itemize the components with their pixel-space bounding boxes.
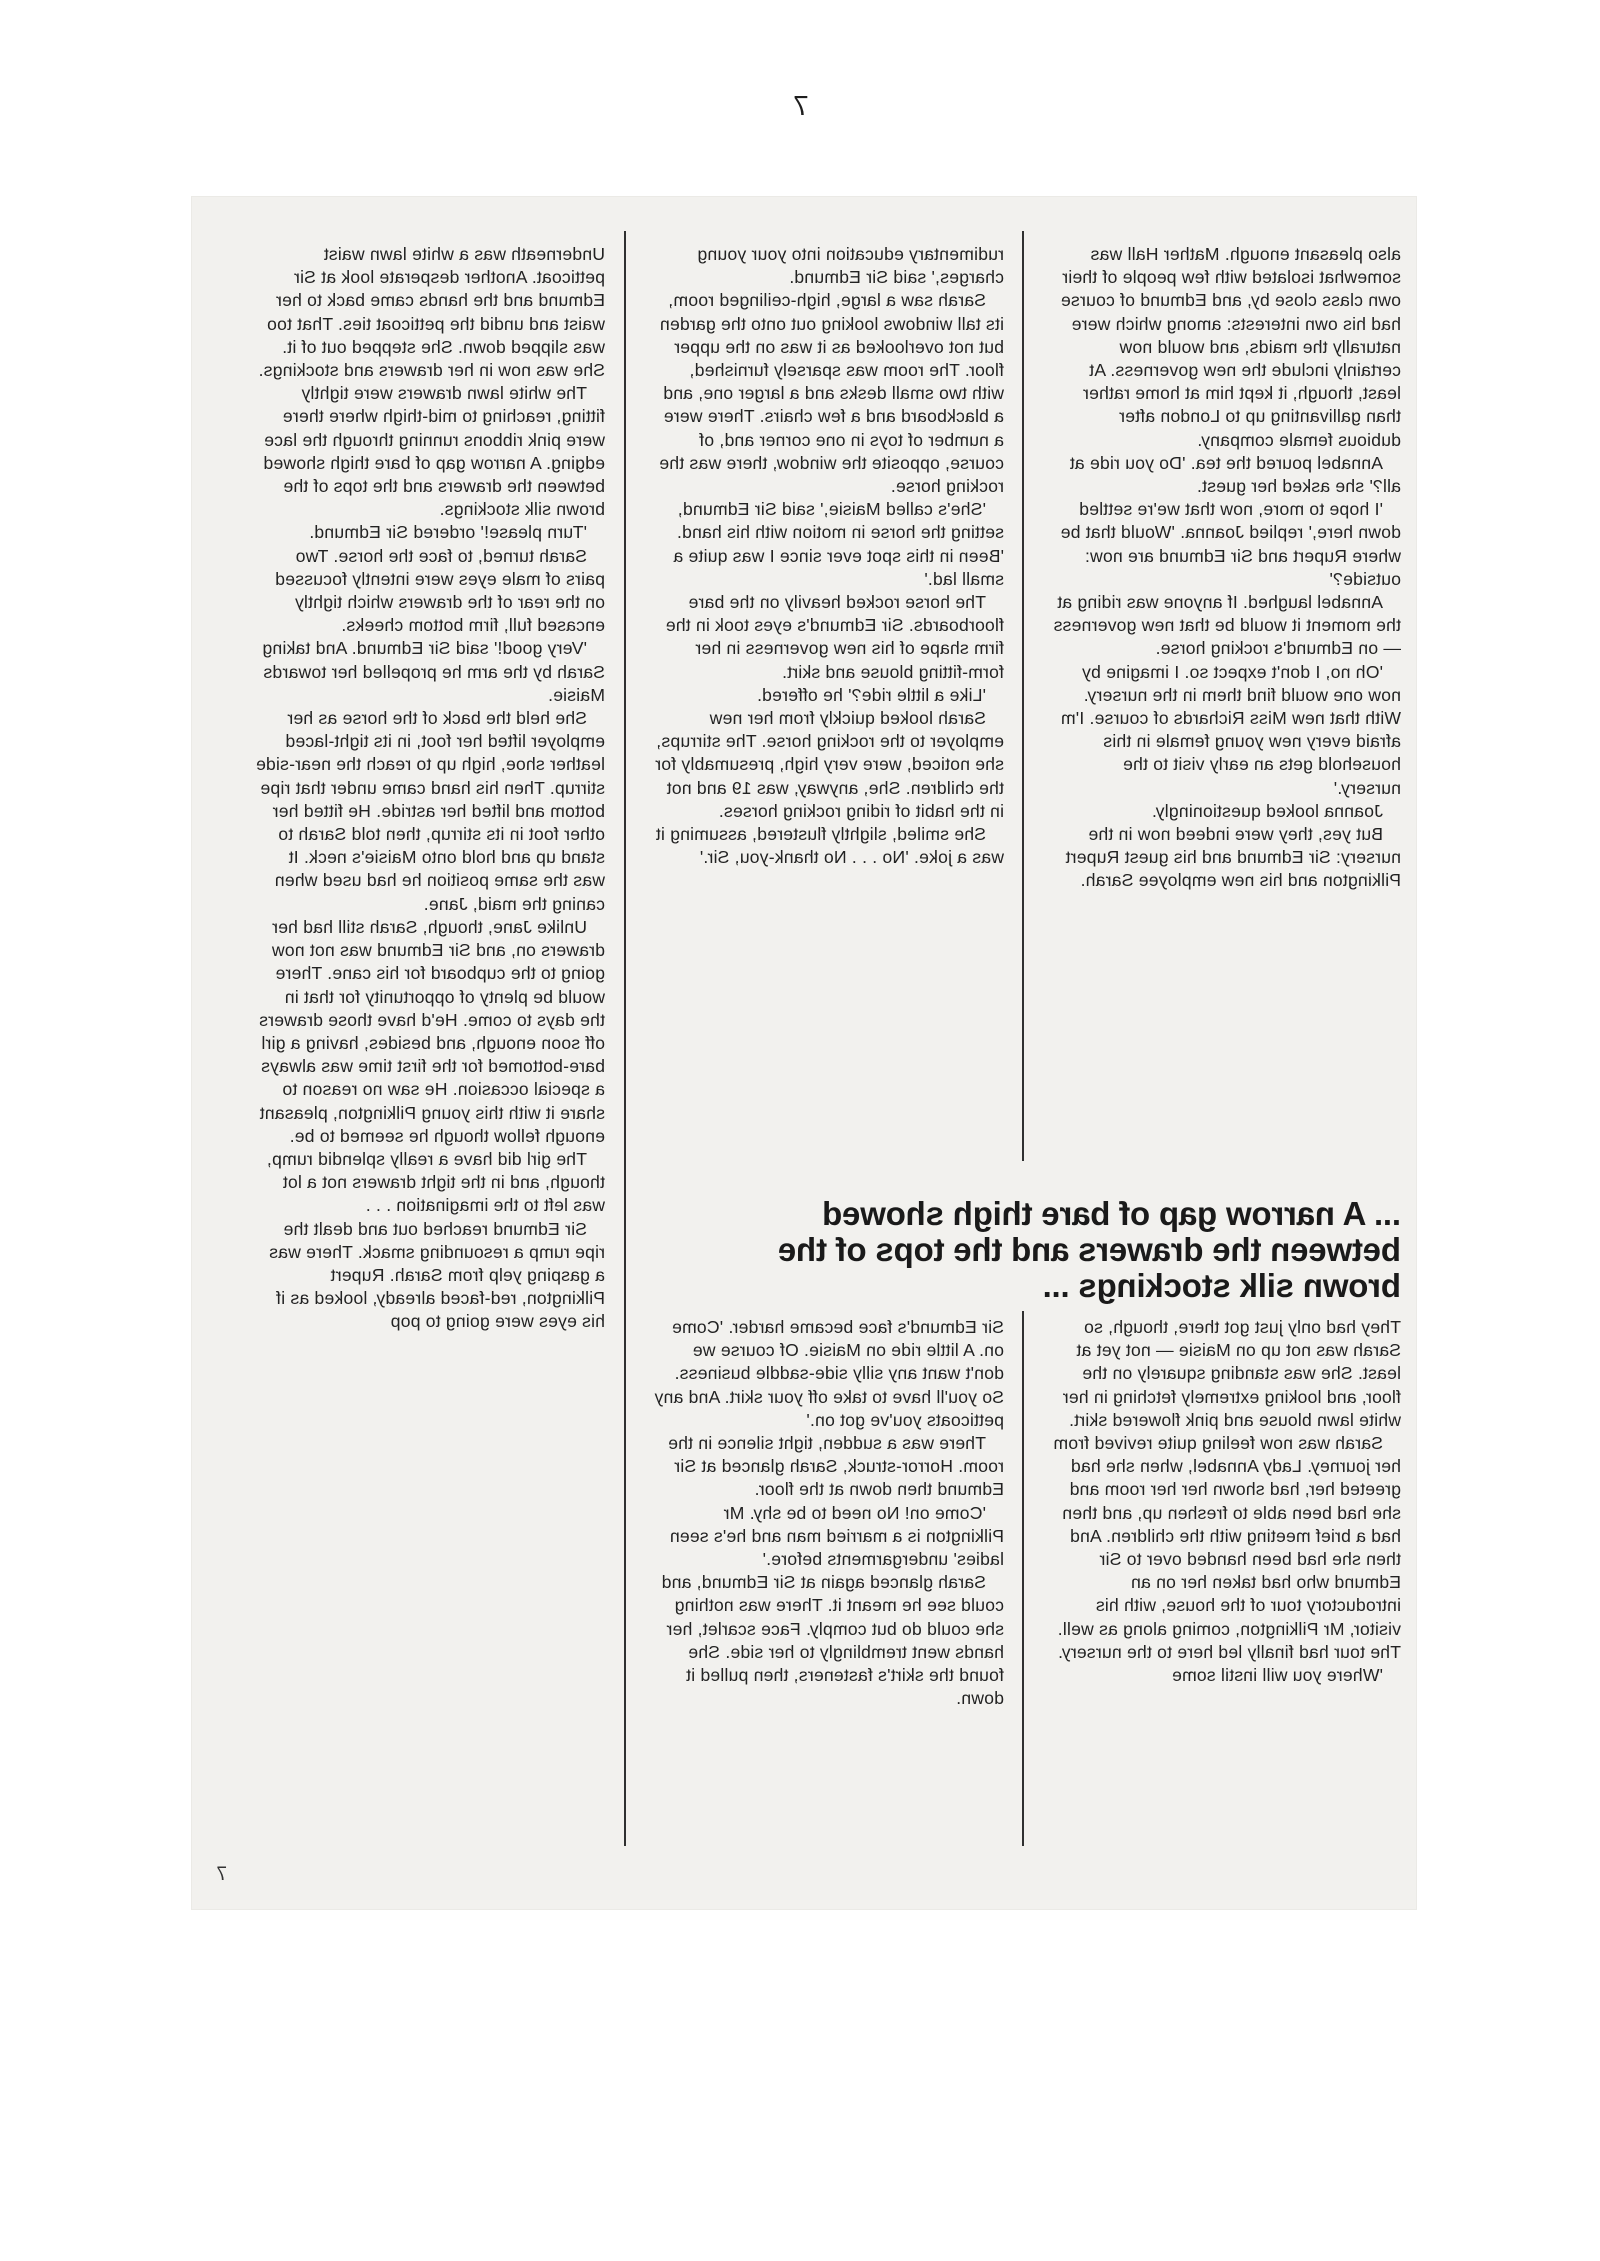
- paragraph: 'Where you will instil some: [1171, 1665, 1383, 1686]
- paragraph: 'She's called Maisie,' said Sir Edmund, setting the horse in motion with his hand. 'Been in this spot ever since I was quite a small lad.': [673, 499, 1004, 589]
- column-2-top: [654, 243, 1004, 869]
- paragraph: Sarah looked quickly from her new employer to the rocking horse. The stirrups, she noticed, were very high, presumably for the children. She, anyway, was 19 and not in the habit of riding rocking horses.: [655, 708, 1004, 821]
- column-3: [255, 243, 605, 1334]
- paragraph: The white lawn drawers were tightly fitting, reaching to mid-thigh where there were pink ribbons running through the lace edging. A narrow gap of bare thigh showed between the drawers and the tops of the brown silk stockings.: [263, 383, 605, 520]
- scanned-magazine-page: [191, 196, 1417, 1910]
- paragraph: The girl did have a really splendid rump, though, and in the tight drawers not a lot was left to the imagination . . .: [266, 1148, 605, 1216]
- mirrored-page-content: [191, 196, 1417, 1910]
- paragraph: Sarah saw a large, high-ceilinged room, its tall windows looking out onto the garden but not overlooked as it was on the upper floor. The room was sparsely furnished, with two small desks and a larger one, and a blackboard and a few chairs. There were a number of toys in one corner and, of course, opposite the window, there was the rocking horse.: [659, 290, 1004, 497]
- paragraph: 'Very good!' said Sir Edmund. And taking Sarah by the arm he propelled her towards Maisie.: [262, 638, 605, 705]
- paragraph: They had only just got there, though, so Sarah was not up on Maisie — not yet at least. She was standing squarely on the floor, and looking extremely fetching in her white lawn blouse and pink flowered skirt.: [1062, 1317, 1401, 1430]
- paragraph: Sarah glanced again at Sir Edmund, and could see he meant it. There was nothing she could do but comply. Face scarlet, her hands went tremblingly to her side. She found the skirt's fasteners, then pulled it down.: [661, 1572, 1004, 1709]
- paragraph: There was a sudden, tight silence in the room. Horror-struck, Sarah glanced at Sir Edmund then down at the floor.: [667, 1433, 1004, 1500]
- paragraph: Sarah was now feeling quite revived from her journey. Lady Annabel, when she had greeted her, had shown her her room and she had been able to freshen up, and then had a brief meeting with the children. And then she had been handed over to Sir Edmund who had taken her on an introductory tour of the house, with his visitor, Mr Pilkington, coming along as well. The tour had finally led here to the nursery.: [1053, 1433, 1401, 1662]
- paragraph: also pleasant enough. Mather Hall was somewhat isolated with few people of their own class close by, and Edmund of course had his own interests: among which were naturally the maids, and would now certainly include the new governess. At least, though, it kept him at home rather than gallivanting up to London after dubious female company.: [1060, 244, 1401, 450]
- pull-quote: ... A narrow gap of bare thigh showed between the drawers and the tops of the brown silk stockings ...: [778, 1195, 1401, 1304]
- paragraph: Annabel poured the tea. 'Do you ride at all?' she asked her guest.: [1069, 452, 1401, 497]
- column-1-bottom: [1051, 1316, 1401, 1687]
- paragraph: 'Turn please!' ordered Sir Edmund.: [309, 522, 587, 543]
- paragraph: rudimentary education into your young charges,' said Sir Edmund.: [697, 244, 1004, 288]
- paragraph: Unlike Jane, though, Sarah still had her drawers on, and Sir Edmund was not now going to the cupboard for his cane. There would be plenty of opportunity for that in the days to come. He'd have those drawers off soon enough, and besides, having a girl bare-bottomed for the first time was always a special occasion. He saw no reason to share it with this young Pilkington, pleasant enough fellow though he seemed to be.: [258, 916, 605, 1146]
- paragraph: Annabel laughed. If anyone was riding at the moment it would be that new governess — on Edmund's rocking horse.: [1053, 592, 1401, 659]
- column-rule: [1023, 231, 1025, 1161]
- column-rule: [1023, 1311, 1025, 1846]
- column-2-bottom: [654, 1316, 1004, 1710]
- paragraph: Sir Edmund's face became harder. 'Come on. A little ride on Maisie. Of course we don't want any silly side-saddle business. So you'll have to take off your skirt. And any petticoats you've got on.': [654, 1317, 1004, 1430]
- paragraph: 'I hope to more, now that we're settled down here,' replied Joanna. 'Would that be where Rupert and Sir Edmund are now: outside?': [1060, 499, 1401, 589]
- paragraph: But yes, they were indeed now in the nursery: Sir Edmund and his guest Rupert Pilkington and his new employee Sarah.: [1065, 824, 1401, 891]
- page-folio: 7: [216, 1864, 227, 1885]
- paragraph: Underneath was a white lawn waist petticoat. Another desperate look at Sir Edmund and the hands came back to her waist and undid the petticoat ties. That too was slipped down. She stepped out of it. She was now in her drawers and stockings.: [258, 244, 605, 381]
- column-1-top: [1051, 243, 1401, 893]
- paragraph: She smiled, slightly flustered, assuming it was a joke. 'No . . . No thank-you, Sir.': [655, 824, 1004, 868]
- paragraph: Joanna looked questioningly.: [1151, 800, 1383, 821]
- paragraph: Sir Edmund reached out and dealt the ripe rump a resounding smack. There was a gasping yelp from Sarah. Rupert Pilkington, red-faced already, looked as if his eyes were going to pop: [268, 1218, 605, 1332]
- paragraph: She held the back of the horse as her employer lifted her foot, in its tight-laced leather shoe, high up to reach the near-side stirrup. Then his hand came under that ripe bottom and lifted her astride. He fitted her other foot in its stirrup, then told Sarah to stand up and hold onto Maisie's neck. It was the same position he had used when caning the maid, Jane.: [255, 708, 605, 914]
- paragraph: 'Like a little ride?' he offered.: [756, 684, 986, 705]
- column-rule: [625, 231, 627, 1846]
- paragraph: The horse rocked heavily on the bare floorboards. Sir Edmund's eyes took in the firm shape of his new governess in her form-fitting blouse and skirt.: [665, 592, 1004, 682]
- page-number-top: 7: [793, 90, 809, 121]
- paragraph: 'Come on! No need to be shy. Mr Pilkington is a married man and he's seen ladies' undergarments before.': [669, 1502, 1004, 1570]
- paragraph: 'Oh no, I don't expect so. I imagine by now one would find them in the nursery. With that new Miss Richards of course. I'm afraid every new young female in this household gets an early visit to the nursery.': [1060, 661, 1401, 798]
- paragraph: Sarah turned, to face the horse. Two pairs of male eyes were intently focussed on the rear of the drawers which tightly encased full, firm bottom cheeks.: [275, 545, 605, 636]
